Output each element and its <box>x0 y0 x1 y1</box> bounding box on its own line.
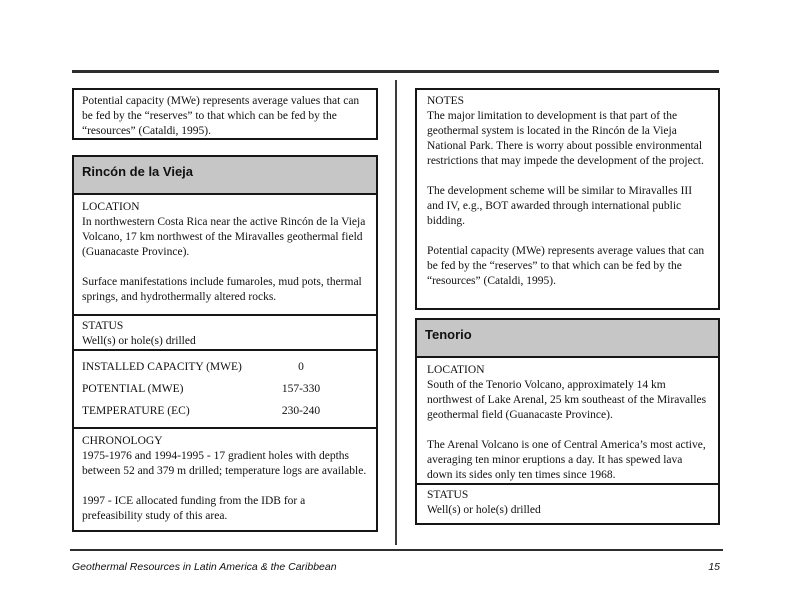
potential-capacity-note-box <box>72 88 378 140</box>
section-header-rincon <box>74 157 376 195</box>
stat-label: TEMPERATURE (EC) <box>82 404 190 417</box>
footer-title: Geothermal Resources in Latin America & the Caribbean <box>72 561 337 573</box>
notes-paragraph: The development scheme will be similar to Miravalles III and IV, e.g., BOT awarded through international public bidding. <box>427 185 693 227</box>
stat-value: 157-330 <box>281 382 321 395</box>
stat-value: 0 <box>298 360 304 373</box>
stat-value: 230-240 <box>281 404 321 417</box>
location-heading: LOCATION <box>427 364 485 376</box>
location-paragraph: Surface manifestations include fumaroles, mud pots, thermal springs, and hydrothermally altered rocks. <box>82 276 362 303</box>
rincon-stats-row <box>74 349 376 427</box>
status-text: Well(s) or hole(s) drilled <box>82 335 196 347</box>
notes-paragraph: Potential capacity (MWe) represents average values that can be fed by the “reserves” to that which can be fed by the “resources” (Cataldi, 1995). <box>427 245 705 287</box>
location-paragraph: South of the Tenorio Volcano, approximately 14 km northwest of Lake Arenal, 25 km southeast of the Miravalles geothermal field (Guanacaste Province). <box>427 379 707 421</box>
rincon-status-row <box>74 314 376 349</box>
bottom-rule <box>70 549 723 551</box>
rincon-de-la-vieja-section <box>72 155 378 532</box>
chronology-paragraph: 1997 - ICE allocated funding from the IDB for a prefeasibility study of this area. <box>82 495 306 522</box>
note-text: Potential capacity (MWe) represents average values that can be fed by the “reserves” to that which can be fed by the “resources” (Cataldi, 1995). <box>82 95 360 137</box>
stat-potential <box>82 382 368 397</box>
column-divider <box>395 80 397 545</box>
stat-label: POTENTIAL (MWE) <box>82 382 184 395</box>
tenorio-location-row <box>417 358 718 483</box>
tenorio-section <box>415 318 720 525</box>
status-heading: STATUS <box>82 320 124 332</box>
rincon-location-row <box>74 195 376 314</box>
notes-heading: NOTES <box>427 95 465 107</box>
rincon-chronology-row <box>74 427 376 530</box>
top-rule <box>72 70 719 73</box>
notes-box <box>415 88 720 310</box>
page-footer <box>72 561 720 573</box>
location-heading: LOCATION <box>82 201 140 213</box>
status-text: Well(s) or hole(s) drilled <box>427 504 541 516</box>
stat-label: INSTALLED CAPACITY (MWE) <box>82 360 242 373</box>
section-title: Tenorio <box>425 327 472 342</box>
stat-temperature <box>82 404 368 419</box>
location-paragraph: The Arenal Volcano is one of Central America’s most active, averaging ten minor eruptions a day. It has spewed lava down its sides only ten times since 1968. <box>427 439 706 481</box>
stat-installed-capacity <box>82 360 368 375</box>
footer-page-number: 15 <box>708 561 720 573</box>
status-heading: STATUS <box>427 489 469 501</box>
chronology-paragraph: 1975-1976 and 1994-1995 - 17 gradient holes with depths between 52 and 379 m drilled; temperature logs are available. <box>82 450 367 477</box>
notes-paragraph: The major limitation to development is that part of the geothermal system is located in the Rincón de la Vieja National Park. There is worry about possible environmental restrictions that may impede the development of the project. <box>427 110 704 167</box>
section-title: Rincón de la Vieja <box>82 164 194 179</box>
section-header-tenorio <box>417 320 718 358</box>
location-paragraph: In northwestern Costa Rica near the active Rincón de la Vieja Volcano, 17 km northwest of the Miravalles geothermal field (Guanacaste Province). <box>82 216 366 258</box>
tenorio-status-row <box>417 483 718 523</box>
chronology-heading: CHRONOLOGY <box>82 435 163 447</box>
